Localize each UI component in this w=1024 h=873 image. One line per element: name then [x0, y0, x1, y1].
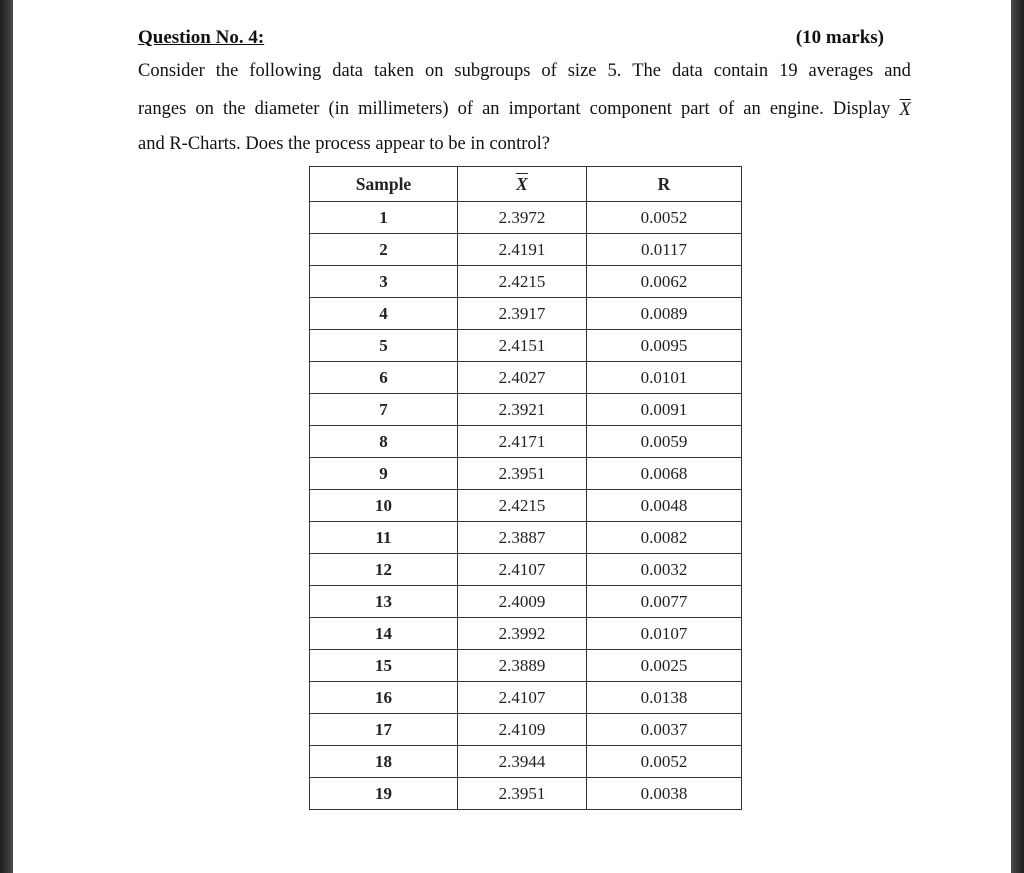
word: the: [215, 61, 239, 81]
question-title: Question No. 4:: [138, 27, 265, 48]
word: of: [541, 61, 557, 81]
range-cell: 0.0052: [587, 746, 742, 778]
sample-cell: 13: [310, 586, 458, 618]
data-table: [309, 166, 742, 810]
table-row: [310, 298, 742, 330]
range-cell: 0.0048: [587, 490, 742, 522]
xbar-cell: 2.3887: [458, 522, 587, 554]
table-row: [310, 362, 742, 394]
word: (in: [328, 99, 349, 119]
range-cell: 0.0032: [587, 554, 742, 586]
sample-cell: 19: [310, 778, 458, 810]
sample-cell: 12: [310, 554, 458, 586]
table-row: [310, 778, 742, 810]
sample-cell: 4: [310, 298, 458, 330]
word: data: [332, 61, 363, 81]
range-cell: 0.0107: [587, 618, 742, 650]
table-body: [310, 202, 742, 810]
word: Display: [832, 99, 891, 119]
sample-cell: 11: [310, 522, 458, 554]
sample-cell: 2: [310, 234, 458, 266]
sample-cell: 10: [310, 490, 458, 522]
range-cell: 0.0138: [587, 682, 742, 714]
xbar-cell: 2.4215: [458, 490, 587, 522]
range-cell: 0.0052: [587, 202, 742, 234]
range-cell: 0.0089: [587, 298, 742, 330]
range-cell: 0.0037: [587, 714, 742, 746]
word: engine.: [769, 99, 824, 119]
question-text-line-1: [138, 61, 911, 82]
range-cell: 0.0082: [587, 522, 742, 554]
sample-cell: 16: [310, 682, 458, 714]
word: part: [680, 99, 710, 119]
xbar-cell: 2.3889: [458, 650, 587, 682]
word: ranges: [138, 99, 187, 119]
xbar-cell: 2.4215: [458, 266, 587, 298]
question-text-line-2: [138, 99, 911, 121]
word: the: [222, 99, 246, 119]
header-range: R: [587, 167, 742, 202]
table-row: [310, 234, 742, 266]
range-cell: 0.0091: [587, 394, 742, 426]
word: The: [632, 61, 662, 81]
table-row: [310, 394, 742, 426]
word: size: [567, 61, 597, 81]
xbar-cell: 2.3917: [458, 298, 587, 330]
sample-cell: 18: [310, 746, 458, 778]
question-marks: (10 marks): [795, 27, 884, 48]
word: of: [718, 99, 735, 119]
header-xbar: [458, 167, 587, 202]
xbar-cell: 2.4027: [458, 362, 587, 394]
sample-cell: 9: [310, 458, 458, 490]
sample-cell: 6: [310, 362, 458, 394]
xbar-cell: 2.4191: [458, 234, 587, 266]
word: Consider: [138, 61, 205, 81]
table-row: [310, 650, 742, 682]
right-page-edge: [1011, 0, 1024, 873]
table-row: [310, 714, 742, 746]
word: diameter: [254, 99, 320, 119]
xbar-cell: 2.3972: [458, 202, 587, 234]
table-row: [310, 202, 742, 234]
range-cell: 0.0101: [587, 362, 742, 394]
xbar-cell: 2.4151: [458, 330, 587, 362]
sample-cell: 5: [310, 330, 458, 362]
range-cell: 0.0062: [587, 266, 742, 298]
xbar-cell: 2.3992: [458, 618, 587, 650]
word: contain: [713, 61, 769, 81]
sample-cell: 3: [310, 266, 458, 298]
sample-cell: 1: [310, 202, 458, 234]
table-row: [310, 522, 742, 554]
range-cell: 0.0038: [587, 778, 742, 810]
table-row: [310, 746, 742, 778]
xbar-cell: 2.4109: [458, 714, 587, 746]
sample-cell: 7: [310, 394, 458, 426]
table-header-row: [310, 167, 742, 202]
table-row: [310, 458, 742, 490]
word: taken: [373, 61, 414, 81]
table-row: [310, 682, 742, 714]
xbar-cell: 2.3944: [458, 746, 587, 778]
xbar-cell: 2.4171: [458, 426, 587, 458]
range-cell: 0.0025: [587, 650, 742, 682]
word: important: [508, 99, 581, 119]
xbar-cell: 2.4009: [458, 586, 587, 618]
table-row: [310, 490, 742, 522]
xbar-symbol: $\overline{X}$: [516, 174, 528, 194]
table-row: [310, 618, 742, 650]
sample-cell: 14: [310, 618, 458, 650]
word: subgroups: [454, 61, 531, 81]
table-row: [310, 426, 742, 458]
range-cell: 0.0077: [587, 586, 742, 618]
sample-cell: 17: [310, 714, 458, 746]
range-cell: 0.0095: [587, 330, 742, 362]
table-row: [310, 330, 742, 362]
range-cell: 0.0068: [587, 458, 742, 490]
left-page-edge: [0, 0, 13, 873]
word: an: [482, 99, 500, 119]
word: an: [743, 99, 761, 119]
xbar-cell: 2.3951: [458, 778, 587, 810]
word: component: [589, 99, 672, 119]
word: data: [671, 61, 703, 81]
range-cell: 0.0059: [587, 426, 742, 458]
sample-cell: 15: [310, 650, 458, 682]
table-row: [310, 586, 742, 618]
table-row: [310, 554, 742, 586]
word: 5.: [607, 61, 622, 81]
xbar-symbol: $\overline{X}$: [899, 100, 911, 120]
word: averages: [808, 61, 874, 81]
xbar-cell: 2.3951: [458, 458, 587, 490]
header-sample: Sample: [310, 167, 458, 202]
xbar-cell: 2.4107: [458, 554, 587, 586]
word: millimeters): [358, 99, 449, 119]
word: and: [884, 61, 911, 81]
word: 19: [779, 61, 798, 81]
table-row: [310, 266, 742, 298]
sample-cell: 8: [310, 426, 458, 458]
word: on: [424, 61, 444, 81]
xbar-cell: 2.4107: [458, 682, 587, 714]
xbar-cell: 2.3921: [458, 394, 587, 426]
range-cell: 0.0117: [587, 234, 742, 266]
question-text-line-3: and R-Charts. Does the process appear to be in control?: [138, 134, 551, 154]
document-page: [13, 0, 1011, 873]
word: of: [457, 99, 474, 119]
word: following: [249, 61, 322, 81]
word: on: [195, 99, 214, 119]
